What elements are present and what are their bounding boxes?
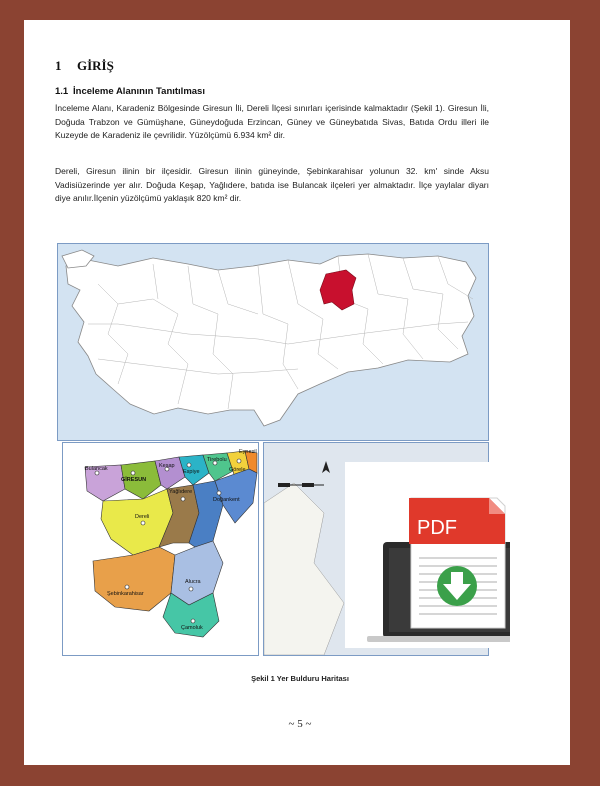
pdf-download-badge[interactable] — [345, 462, 510, 648]
label-eynesil: Eynesil — [239, 449, 257, 455]
subsection-title: İnceleme Alanının Tanıtılması — [73, 86, 205, 97]
label-gorele: Görele — [229, 467, 246, 473]
turkey-landmass — [66, 254, 476, 426]
label-alucra: Alucra — [185, 579, 201, 585]
paragraph-2: Dereli, Giresun ilinin bir ilçesidir. Giresun ilinin güneyinde, Şebinkarahisar yolunun 32. km' sinde Aksu Vadisiüzerinde yer alır. Doğuda Keşap, Yağlıdere, batıda ise Bulancak ilçeleri yer almaktadır. İlçe yaylalar diyarı diye anılır.İlçenin yüzölçümü yaklaşık 820 km² dir. — [55, 166, 489, 203]
section-number: 1 — [55, 58, 62, 73]
section-title: GİRİŞ — [77, 58, 114, 73]
turkey-map — [57, 243, 489, 441]
section-heading — [55, 58, 114, 74]
page-number: ~ 5 ~ — [288, 718, 312, 730]
label-sebinkarahisar: Şebinkarahisar — [107, 591, 144, 597]
label-dereli: Dereli — [135, 514, 150, 520]
label-camoluk: Çamoluk — [181, 625, 203, 631]
label-bulancak: Bulancak — [85, 466, 108, 472]
label-dogankent: Doğankent — [213, 497, 240, 503]
label-tirebolu: Tirebolu — [207, 457, 227, 463]
label-yaglidere: Yağlıdere — [169, 489, 193, 495]
label-kesap: Keşap — [159, 463, 175, 469]
figure-caption: Şekil 1 Yer Bulduru Haritası — [251, 674, 349, 683]
label-giresun: GİRESUN — [121, 477, 147, 483]
subsection-number: 1.1 — [55, 86, 69, 97]
pdf-document-icon — [409, 498, 505, 628]
label-espiye: Espiye — [183, 469, 200, 475]
subsection-heading — [55, 86, 205, 97]
pdf-label: PDF — [417, 517, 457, 539]
download-icon — [437, 566, 477, 606]
district-map — [62, 442, 259, 656]
paragraph-1: İnceleme Alanı, Karadeniz Bölgesinde Giresun İli, Dereli İlçesi sınırları içerisinde kalmaktadır (Şekil 1). Giresun İli, Doğuda Trabzon ve Gümüşhane, Güneydoğuda Erzincan, Güney ve Güneybatıda Sivas, Batıda Ordu illeri ile Kuzeyde de Karadeniz ile çevrilidir. Yüzölçümü 6.934 km² dir. — [55, 103, 489, 140]
laptop-base — [367, 636, 510, 642]
